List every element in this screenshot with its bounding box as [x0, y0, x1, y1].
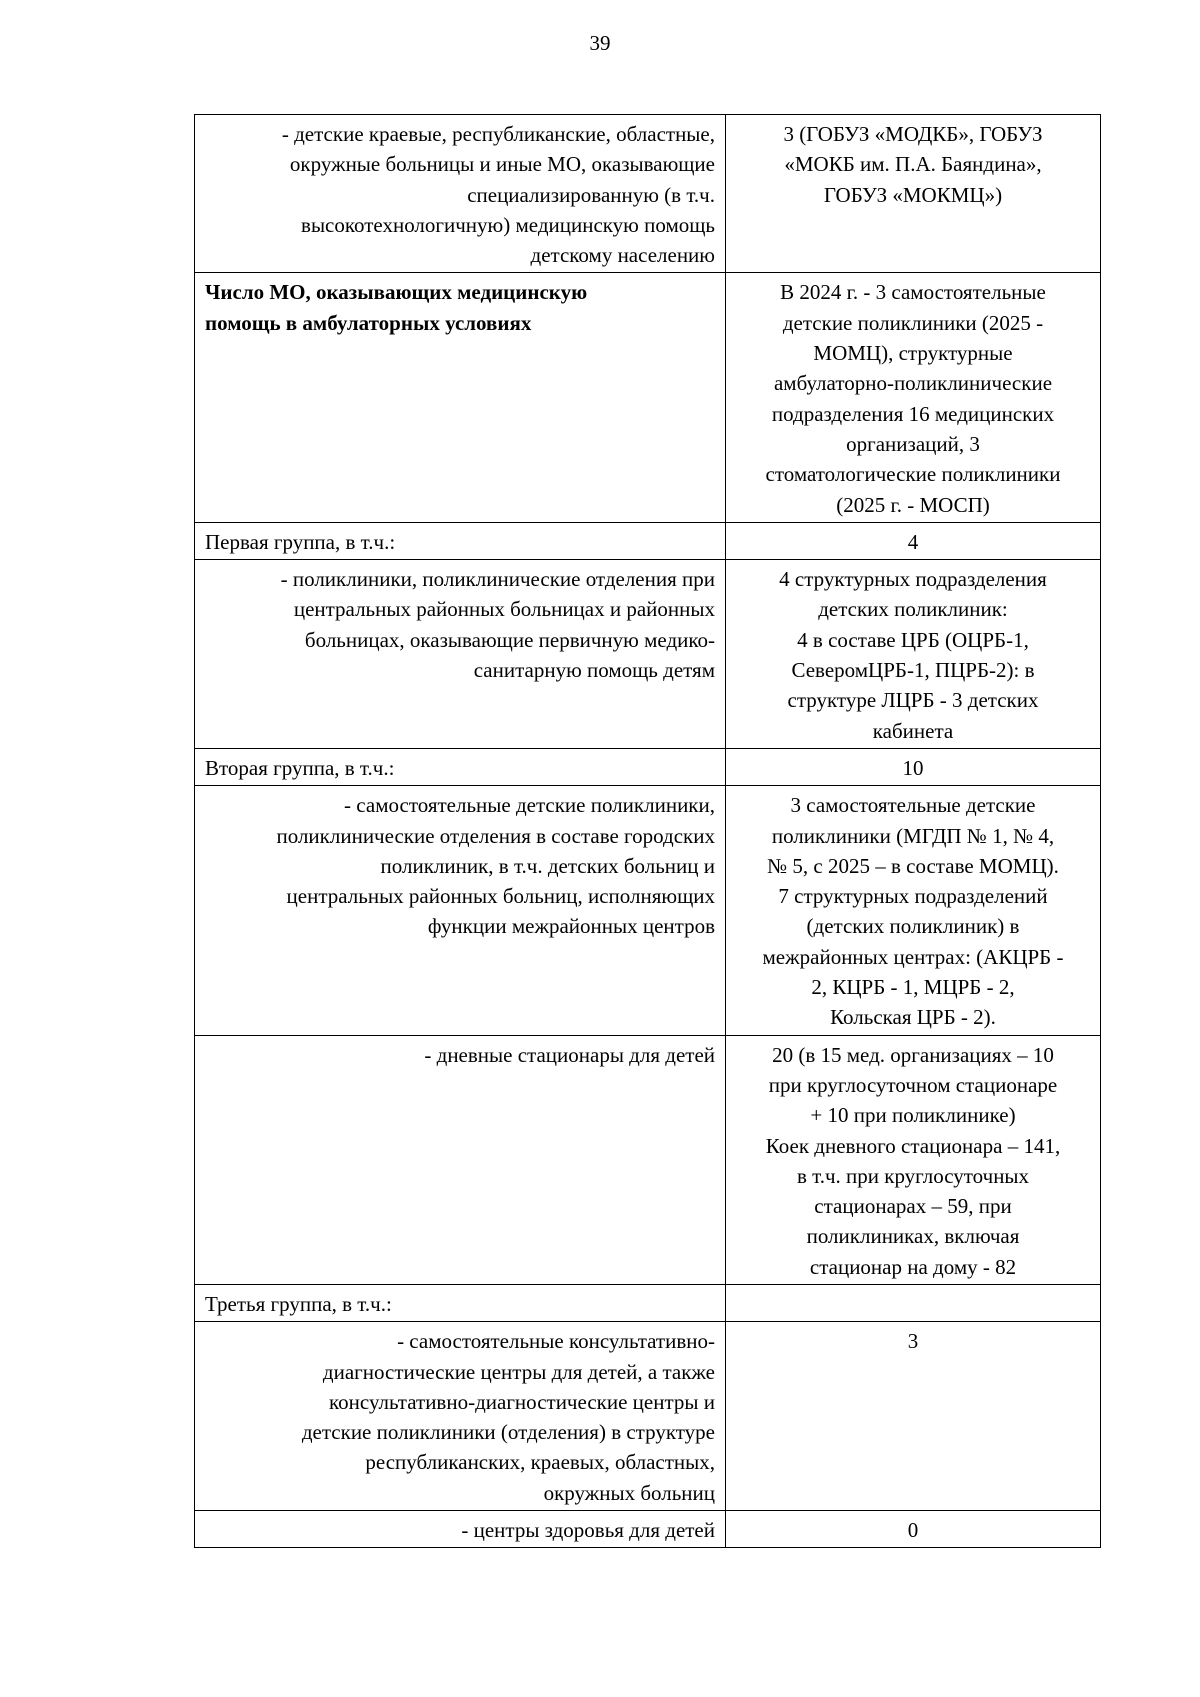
label-line: центральных районных больниц, исполняющих: [286, 884, 715, 909]
value-line: 7 структурных подразделений: [778, 884, 1048, 909]
value-line: детские поликлиники (2025 -: [782, 310, 1044, 335]
value-line: межрайонных центрах: (АКЦРБ -: [762, 944, 1064, 969]
table-row: [195, 273, 1101, 522]
value-line: стационарах – 59, при: [814, 1194, 1012, 1219]
table-row: [195, 1511, 1101, 1548]
label-line: центральных районных больницах и районных: [293, 597, 715, 622]
value-line: (детских поликлиник) в: [806, 914, 1020, 939]
value-line: амбулаторно-поликлинические: [773, 371, 1053, 396]
row-label: [195, 273, 726, 522]
value-line: стационар на дому - 82: [809, 1254, 1017, 1279]
row-label: [195, 1322, 726, 1511]
value-line: структуре ЛЦРБ - 3 детских: [787, 688, 1039, 713]
label-line: Первая группа, в т.ч.:: [205, 529, 396, 554]
row-value: [726, 273, 1101, 522]
row-label: [195, 115, 726, 273]
table-row: [195, 786, 1101, 1035]
row-label: [195, 560, 726, 749]
row-value: [726, 1322, 1101, 1511]
row-value: [726, 1284, 1101, 1321]
label-line: детскому населению: [530, 243, 715, 268]
table-row: [195, 522, 1101, 559]
label-line: больницах, оказывающие первичную медико-: [304, 627, 715, 652]
value-line: + 10 при поликлинике): [810, 1103, 1016, 1128]
value-line: ГОБУЗ «МОКМЦ»): [823, 182, 1003, 207]
value-line: 4: [907, 529, 919, 554]
value-line: стоматологические поликлиники: [765, 462, 1061, 487]
row-label: [195, 1511, 726, 1548]
label-line: - самостоятельные консультативно-: [397, 1329, 715, 1354]
table-row: [195, 748, 1101, 785]
label-line: специализированную (в т.ч.: [467, 182, 715, 207]
row-label: [195, 786, 726, 1035]
value-line: подразделения 16 медицинских: [771, 401, 1055, 426]
row-label: [195, 522, 726, 559]
label-line: поликлинические отделения в составе городских: [276, 823, 715, 848]
value-line: СеверомЦРБ-1, ПЦРБ-2): в: [791, 658, 1035, 683]
row-value: [726, 1035, 1101, 1284]
table-row: [195, 1284, 1101, 1321]
label-line: - поликлиники, поликлинические отделения при: [280, 567, 715, 592]
row-value: [726, 560, 1101, 749]
value-line: Коек дневного стационара – 141,: [765, 1133, 1061, 1158]
label-line: окружные больницы и иные МО, оказывающие: [289, 152, 715, 177]
value-line: 4 в составе ЦРБ (ОЦРБ-1,: [797, 627, 1029, 652]
label-line: - центры здоровья для детей: [461, 1518, 715, 1543]
label-line: поликлиник, в т.ч. детских больниц и: [380, 853, 715, 878]
row-value: [726, 748, 1101, 785]
table-row: [195, 1035, 1101, 1284]
value-line: 20 (в 15 мед. организациях – 10: [772, 1042, 1054, 1067]
value-line: № 5, с 2025 – в составе МОМЦ).: [767, 853, 1059, 878]
value-line: Кольская ЦРБ - 2).: [830, 1005, 996, 1030]
table-row: [195, 1322, 1101, 1511]
value-line: МОМЦ), структурные: [813, 341, 1013, 366]
label-line: окружных больниц: [543, 1480, 715, 1505]
label-line: детские поликлиники (отделения) в структуре: [301, 1420, 715, 1445]
label-line: функции межрайонных центров: [427, 914, 715, 939]
row-label: [195, 748, 726, 785]
label-line: - детские краевые, республиканские, областные,: [281, 122, 715, 146]
value-line: «МОКБ им. П.А. Баяндина»,: [784, 152, 1042, 177]
row-value: [726, 1511, 1101, 1548]
value-line: В 2024 г. - 3 самостоятельные: [780, 280, 1046, 305]
table-row: [195, 115, 1101, 273]
label-line: республиканских, краевых, областных,: [365, 1450, 715, 1475]
label-line: санитарную помощь детям: [473, 658, 715, 683]
table-row: [195, 560, 1101, 749]
value-line: (2025 г. - МОСП): [836, 492, 990, 517]
value-line: 3 самостоятельные детские: [790, 793, 1036, 818]
value-line: 2, КЦРБ - 1, МЦРБ - 2,: [811, 975, 1015, 1000]
value-line: 0: [907, 1518, 919, 1543]
row-value: [726, 115, 1101, 273]
medical-organizations-table: [194, 114, 1101, 1548]
label-line: - дневные стационары для детей: [424, 1042, 715, 1067]
label-line: Третья группа, в т.ч.:: [205, 1291, 392, 1316]
label-line: диагностические центры для детей, а также: [322, 1359, 715, 1384]
row-value: [726, 522, 1101, 559]
value-line: поликлиниках, включая: [806, 1224, 1020, 1249]
value-line: при круглосуточном стационаре: [768, 1072, 1058, 1097]
value-line: организаций, 3: [846, 431, 980, 456]
label-line: Вторая группа, в т.ч.:: [205, 755, 395, 780]
row-value: [726, 786, 1101, 1035]
value-line: 3: [907, 1329, 919, 1354]
value-line: 3 (ГОБУЗ «МОДКБ», ГОБУЗ: [783, 122, 1043, 146]
label-line: консультативно-диагностические центры и: [329, 1389, 715, 1414]
value-line: в т.ч. при круглосуточных: [796, 1163, 1030, 1188]
value-line: 10: [902, 755, 924, 780]
label-line: высокотехнологичную) медицинскую помощь: [301, 212, 715, 237]
page-number: 39: [589, 31, 611, 55]
label-line: Число МО, оказывающих медицинскую: [205, 280, 588, 305]
label-line: помощь в амбулаторных условиях: [205, 310, 532, 335]
value-line: кабинета: [872, 718, 954, 743]
value-line: поликлиники (МГДП № 1, № 4,: [771, 823, 1055, 848]
value-line: 4 структурных подразделения: [779, 567, 1047, 592]
row-label: [195, 1284, 726, 1321]
value-line: детских поликлиник:: [818, 597, 1008, 622]
label-line: - самостоятельные детские поликлиники,: [344, 793, 715, 818]
row-label: [195, 1035, 726, 1284]
